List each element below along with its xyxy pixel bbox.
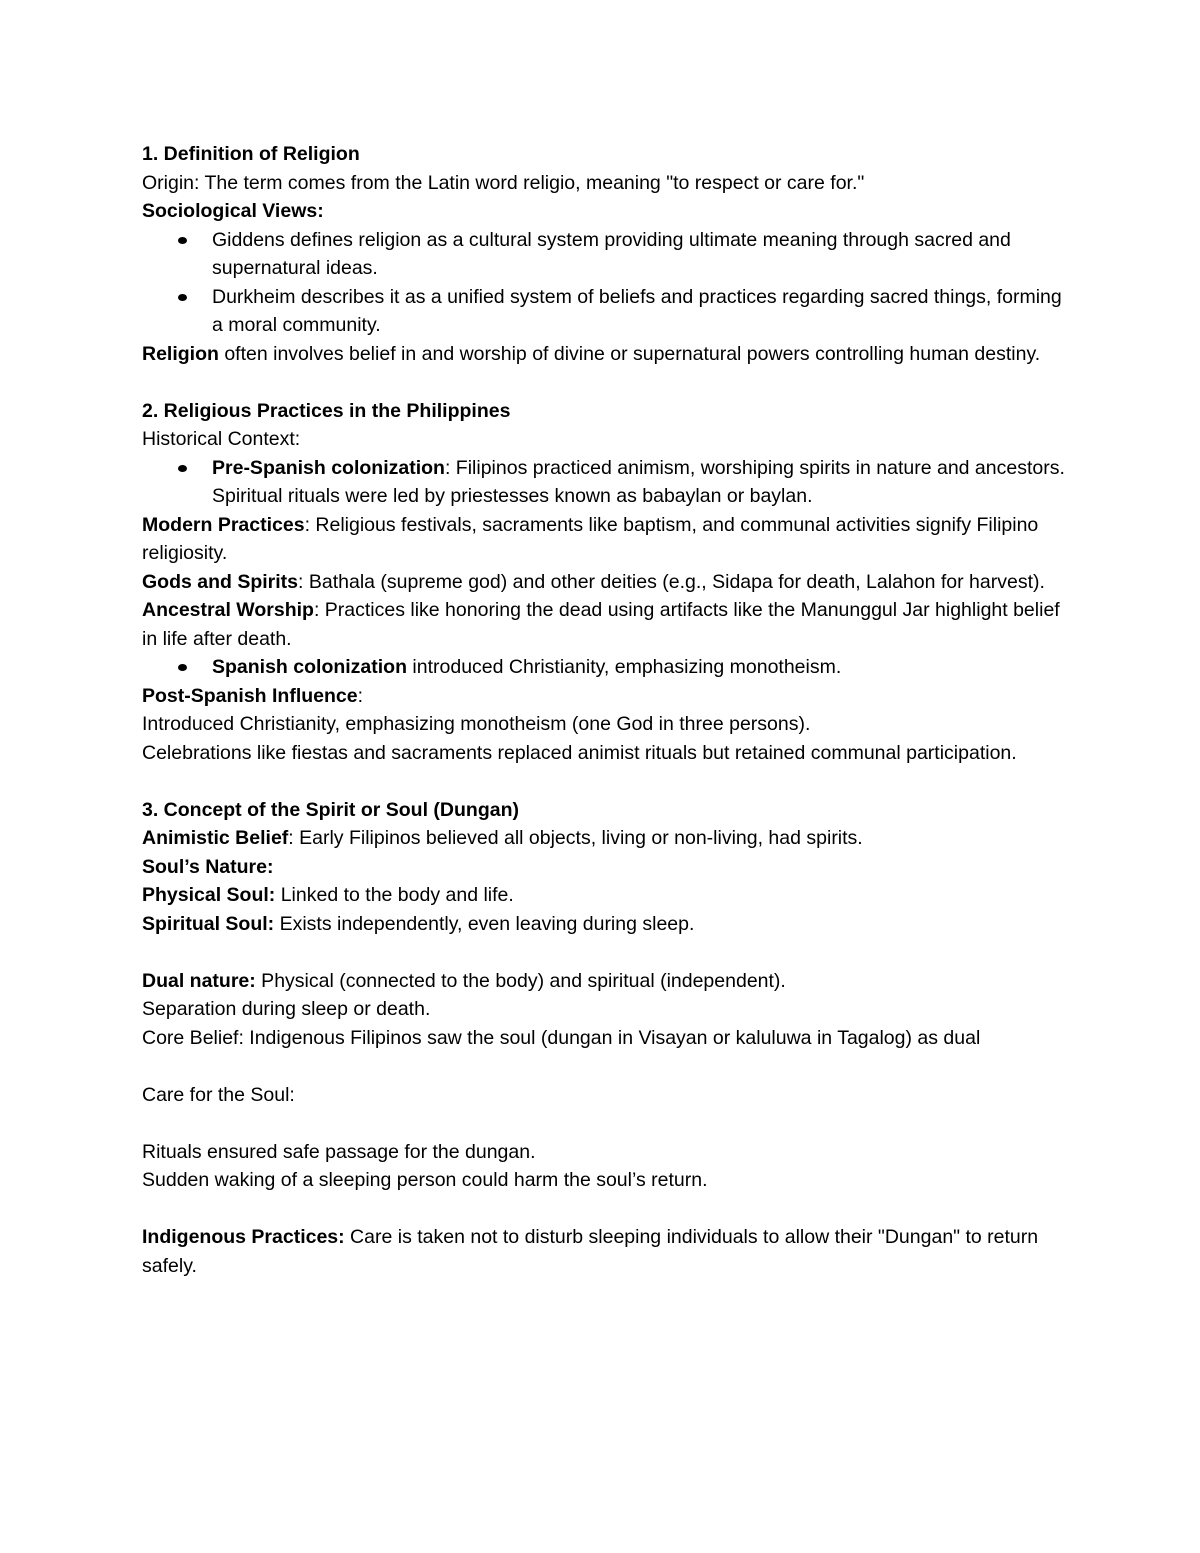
dual-nature: Dual nature: Physical (connected to the body) and spiritual (independent). [142,969,786,992]
religion-paragraph: Religion often involves belief in and worship of divine or supernatural powers controlling human destiny. [142,342,1041,365]
bullet-icon [178,465,187,472]
list-item: Pre-Spanish colonization: Filipinos practiced animism, worshiping spirits in nature and ancestors. Spiritual rituals were led by priestesses known as babaylan or baylan. [142,454,1072,511]
bullet-icon [178,294,187,301]
historical-list [142,454,1072,511]
indigenous-practices: Indigenous Practices: Care is taken not to disturb sleeping individuals to allow their "Dungan" to return safely. [142,1226,1039,1277]
section2-heading: 2. Religious Practices in the Philippines [142,399,511,422]
sociological-views-list [142,226,1072,340]
ancestral-worship: Ancestral Worship: Practices like honoring the dead using artifacts like the Manunggul Jar highlight belief in life after death. [142,599,1060,650]
physical-soul: Physical Soul: Linked to the body and life. [142,884,514,906]
origin-text: Origin: The term comes from the Latin word religio, meaning "to respect or care for." [142,171,865,194]
post-spanish-influence: Post-Spanish Influence: [142,684,364,707]
animistic-belief: Animistic Belief: Early Filipinos believed all objects, living or non-living, had spirits. [142,827,863,849]
sudden-waking-text: Sudden waking of a sleeping person could harm the soul’s return. [142,1169,708,1191]
bullet-icon [178,237,187,244]
gods-and-spirits: Gods and Spirits: Bathala (supreme god) and other deities (e.g., Sidapa for death, Lalahon for harvest). [142,570,1045,593]
sociological-views-label: Sociological Views: [142,200,324,222]
core-belief-text: Core Belief: Indigenous Filipinos saw the soul (dungan in Visayan or kaluluwa in Tagalog) as dual [142,1026,981,1049]
spiritual-soul: Spiritual Soul: Exists independently, even leaving during sleep. [142,912,695,935]
bullet-icon [178,664,187,671]
document-page [142,140,1072,1280]
modern-practices: Modern Practices: Religious festivals, sacraments like baptism, and communal activities signify Filipino religiosity. [142,513,1039,564]
celebrations-text: Celebrations like fiestas and sacraments replaced animist rituals but retained communal participation. [142,741,1017,764]
list-item: Spanish colonization introduced Christianity, emphasizing monotheism. [142,653,1072,682]
rituals-text: Rituals ensured safe passage for the dungan. [142,1140,536,1163]
section1-heading: 1. Definition of Religion [142,143,360,165]
section3-heading: 3. Concept of the Spirit or Soul (Dungan) [142,798,519,821]
list-item: Giddens defines religion as a cultural system providing ultimate meaning through sacred and supernatural ideas. [142,226,1072,283]
separation-text: Separation during sleep or death. [142,998,431,1020]
care-for-soul-label: Care for the Soul: [142,1083,295,1106]
spanish-list [142,653,1072,682]
list-item: Durkheim describes it as a unified system of beliefs and practices regarding sacred things, forming a moral community. [142,283,1072,340]
souls-nature-label: Soul’s Nature: [142,855,274,878]
introduced-christianity: Introduced Christianity, emphasizing monotheism (one God in three persons). [142,713,811,735]
historical-context: Historical Context: [142,428,301,450]
